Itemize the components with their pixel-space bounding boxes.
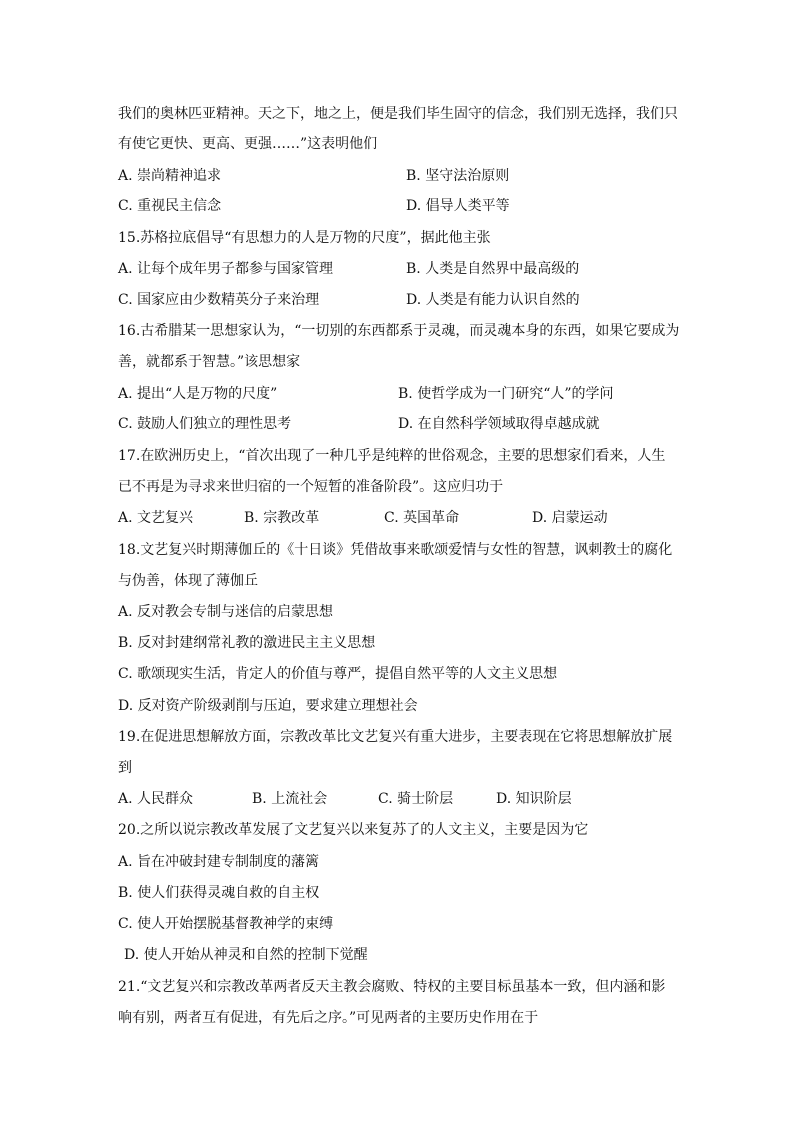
q17-option-c[interactable]: C. 英国革命: [384, 510, 460, 526]
q17-option-b[interactable]: B. 宗教改革: [244, 510, 320, 526]
q14-option-d[interactable]: D. 倡导人类平等: [406, 198, 510, 214]
q15-stem: 15.苏格拉底倡导“有思想力的人是万物的尺度”，据此他主张: [118, 230, 491, 246]
q19-stem-line1: 19.在促进思想解放方面，宗教改革比文艺复兴有重大进步，主要表现在它将思想解放扩展: [118, 729, 673, 745]
q15-option-d[interactable]: D. 人类是有能力认识自然的: [406, 292, 580, 308]
q21-stem-line1: 21.“文艺复兴和宗教改革两者反天主教会腐败、特权的主要目标虽基本一致，但内涵和影: [118, 979, 666, 995]
q17-option-d[interactable]: D. 启蒙运动: [532, 510, 608, 526]
q15-option-a[interactable]: A. 让每个成年男子都参与国家管理: [118, 261, 334, 277]
q18-option-c[interactable]: C. 歌颂现实生活，肯定人的价值与尊严，提倡自然平等的人文主义思想: [118, 666, 558, 682]
q18-option-a[interactable]: A. 反对教会专制与迷信的启蒙思想: [118, 604, 334, 620]
q18-stem-line1: 18.文艺复兴时期薄伽丘的《十日谈》凭借故事来歌颂爱情与女性的智慧，讽刺教士的腐化: [118, 542, 673, 558]
q19-option-c[interactable]: C. 骑士阶层: [378, 791, 454, 807]
q20-option-b[interactable]: B. 使人们获得灵魂自救的自主权: [118, 885, 320, 901]
q16-option-b[interactable]: B. 使哲学成为一门研究“人”的学问: [398, 386, 614, 402]
q18-option-b[interactable]: B. 反对封建纲常礼教的激进民主主义思想: [118, 635, 376, 651]
q21-stem-line2: 响有别，两者互有促进，有先后之序。”可见两者的主要历史作用在于: [118, 1010, 539, 1026]
q15-option-b[interactable]: B. 人类是自然界中最高级的: [406, 261, 580, 277]
q14-option-b[interactable]: B. 坚守法治原则: [406, 168, 510, 184]
q15-option-c[interactable]: C. 国家应由少数精英分子来治理: [118, 292, 320, 308]
q18-stem-line2: 与伪善，体现了薄伽丘: [118, 573, 258, 589]
q18-option-d[interactable]: D. 反对资产阶级剥削与压迫，要求建立理想社会: [118, 698, 418, 714]
q17-option-a[interactable]: A. 文艺复兴: [118, 510, 194, 526]
q16-option-c[interactable]: C. 鼓励人们独立的理性思考: [118, 416, 292, 432]
q14-option-c[interactable]: C. 重视民主信念: [118, 198, 222, 214]
q14-stem-line2: 有使它更快、更高、更强……”这表明他们: [118, 136, 378, 152]
q19-stem-line2: 到: [118, 760, 132, 776]
q16-stem-line2: 善，就都系于智慧。”该思想家: [118, 354, 301, 370]
q17-stem-line2: 已不再是为寻求来世归宿的一个短暂的准备阶段”。这应归功于: [118, 479, 504, 495]
q14-option-a[interactable]: A. 崇尚精神追求: [118, 168, 222, 184]
q19-option-b[interactable]: B. 上流社会: [252, 791, 328, 807]
q20-option-c[interactable]: C. 使人开始摆脱基督教神学的束缚: [118, 916, 334, 932]
q19-option-a[interactable]: A. 人民群众: [118, 791, 194, 807]
q17-stem-line1: 17.在欧洲历史上，“首次出现了一种几乎是纯粹的世俗观念，主要的思想家们看来，人生: [118, 448, 666, 464]
q16-option-d[interactable]: D. 在自然科学领域取得卓越成就: [398, 416, 600, 432]
q19-option-d[interactable]: D. 知识阶层: [496, 791, 572, 807]
q20-option-d[interactable]: D. 使人开始从神灵和自然的控制下觉醒: [124, 947, 368, 963]
q20-option-a[interactable]: A. 旨在冲破封建专制制度的藩篱: [118, 854, 320, 870]
q16-stem-line1: 16.古希腊某一思想家认为，“一切别的东西都系于灵魂，而灵魂本身的东西，如果它要成为: [118, 323, 680, 339]
q16-option-a[interactable]: A. 提出“人是万物的尺度”: [118, 386, 278, 402]
q14-stem-line1: 我们的奥林匹亚精神。天之下，地之上，便是我们毕生固守的信念，我们别无选择，我们只: [118, 106, 678, 122]
q20-stem: 20.之所以说宗教改革发展了文艺复兴以来复苏了的人文主义，主要是因为它: [118, 822, 589, 838]
